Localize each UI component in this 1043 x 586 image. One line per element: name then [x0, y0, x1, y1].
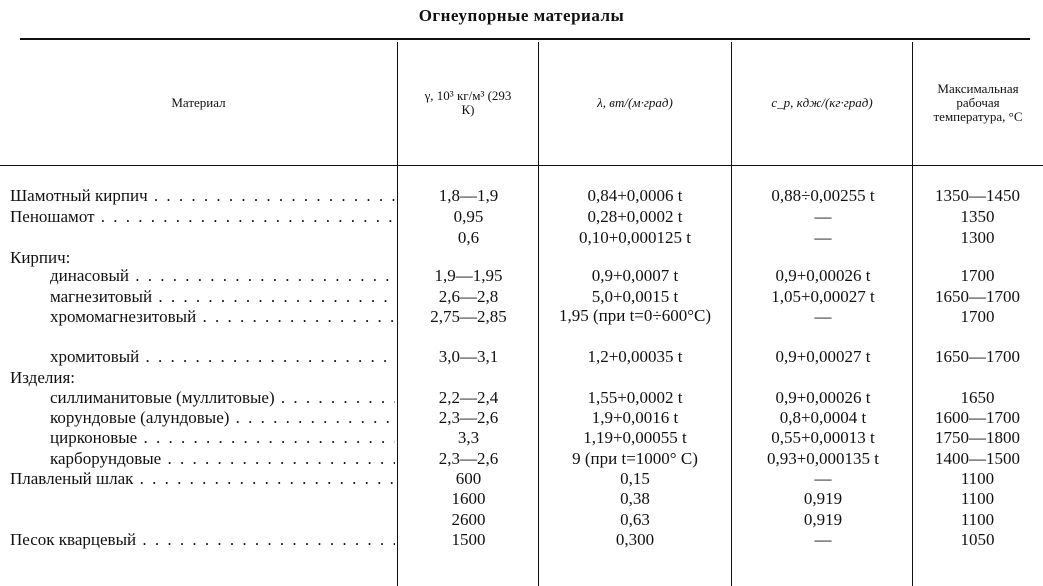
cell-heat-capacity: — — [814, 469, 832, 488]
table-row — [0, 307, 1043, 327]
cell-material: Кирпич: — [10, 248, 71, 267]
cell-conductivity: 1,95 (при t=0÷600°C) — [558, 306, 712, 325]
cell-material — [10, 228, 395, 248]
cell-max-temp: 1300 — [960, 228, 995, 247]
cell-conductivity: 1,2+0,00035 t — [587, 347, 683, 366]
cell-density: 2,3—2,6 — [438, 449, 499, 468]
header-material: Материал — [171, 95, 226, 110]
table-row — [0, 287, 1043, 307]
cell-heat-capacity: — — [814, 530, 832, 549]
cell-conductivity — [540, 248, 730, 268]
table-row — [0, 347, 1043, 367]
cell-material — [10, 510, 395, 530]
table-row — [0, 489, 1043, 509]
top-rule — [20, 38, 1030, 40]
table-title: Огнеупорные материалы — [418, 6, 625, 25]
cell-density: 0,95 — [453, 207, 484, 226]
cell-heat-capacity: — — [814, 207, 832, 226]
cell-conductivity: 9 (при t=1000° C) — [572, 449, 698, 468]
cell-conductivity: 0,9+0,0007 t — [591, 266, 679, 285]
table-row — [0, 248, 1043, 268]
cell-material — [10, 489, 395, 509]
cell-density: 2,75—2,85 — [430, 307, 507, 326]
cell-density: 3,0—3,1 — [438, 347, 499, 366]
table-row — [0, 469, 1043, 489]
cell-material: Пеношамот . . . — [10, 207, 395, 227]
table-row — [0, 388, 1043, 408]
cell-heat-capacity: — — [814, 228, 832, 247]
cell-max-temp: 1350—1450 — [935, 186, 1020, 205]
cell-conductivity: 0,63 — [620, 510, 650, 529]
table-row — [0, 510, 1043, 530]
cell-heat-capacity: 0,9+0,00026 t — [775, 388, 871, 407]
cell-density: 2,6—2,8 — [438, 287, 499, 306]
cell-material: карборундовые . . . — [50, 449, 395, 469]
header-heat-capacity: c_p, кдж/(кг·град) — [771, 95, 873, 110]
header-rule — [0, 165, 1043, 166]
cell-material: Шамотный кирпич . . . — [10, 186, 395, 206]
cell-conductivity: 5,0+0,0015 t — [591, 287, 679, 306]
cell-density: 1500 — [451, 530, 486, 549]
cell-max-temp: 1100 — [960, 489, 995, 508]
cell-density: 1,8—1,9 — [438, 186, 499, 205]
cell-heat-capacity: 0,9+0,00027 t — [775, 347, 871, 366]
cell-heat-capacity: 0,919 — [803, 510, 843, 529]
table-row — [0, 368, 1043, 388]
cell-max-temp: 1650—1700 — [935, 287, 1020, 306]
cell-density: 1600 — [451, 489, 486, 508]
cell-heat-capacity: 0,88÷0,00255 t — [771, 186, 875, 205]
cell-conductivity: 0,15 — [620, 469, 650, 488]
cell-density: 1,9—1,95 — [434, 266, 503, 285]
header-max-temp: Максимальная рабочая температура, °С — [933, 81, 1023, 124]
cell-heat-capacity: 0,919 — [803, 489, 843, 508]
cell-density: 600 — [455, 469, 482, 488]
cell-max-temp: 1700 — [960, 307, 995, 326]
cell-density: 2,3—2,6 — [438, 408, 499, 427]
cell-max-temp: 1750—1800 — [935, 428, 1020, 447]
cell-conductivity: 0,38 — [620, 489, 650, 508]
table-row — [0, 207, 1043, 227]
cell-heat-capacity: 0,93+0,000135 t — [766, 449, 880, 468]
cell-conductivity: 0,10+0,000125 t — [578, 228, 692, 247]
cell-heat-capacity — [734, 248, 912, 268]
cell-density: 0,6 — [457, 228, 480, 247]
cell-max-temp: 1650—1700 — [935, 347, 1020, 366]
cell-density — [400, 368, 537, 388]
cell-material: Плавленый шлак . . . — [10, 469, 395, 489]
cell-max-temp: 1350 — [960, 207, 995, 226]
cell-heat-capacity: 0,9+0,00026 t — [775, 266, 871, 285]
cell-conductivity: 1,9+0,0016 t — [591, 408, 679, 427]
cell-conductivity: 1,19+0,00055 t — [583, 428, 687, 447]
cell-density — [400, 248, 537, 268]
cell-max-temp: 1050 — [960, 530, 995, 549]
header-conductivity: λ, вт/(м·град) — [597, 95, 673, 110]
cell-heat-capacity: 0,55+0,00013 t — [771, 428, 875, 447]
cell-material: цирконовые . . . — [50, 428, 395, 448]
cell-heat-capacity: 0,8+0,0004 t — [779, 408, 867, 427]
table-row — [0, 530, 1043, 550]
cell-material: хромомагнезитовый . . . — [50, 307, 395, 327]
cell-density: 2600 — [451, 510, 486, 529]
cell-material: хромитовый . . . — [50, 347, 395, 367]
table-row — [0, 228, 1043, 248]
cell-max-temp: 1100 — [960, 510, 995, 529]
cell-heat-capacity: 1,05+0,00027 t — [771, 287, 875, 306]
cell-material: Изделия: — [10, 368, 76, 387]
table-row — [0, 408, 1043, 428]
cell-max-temp — [915, 368, 1040, 388]
cell-conductivity: 0,84+0,0006 t — [587, 186, 683, 205]
cell-max-temp: 1700 — [960, 266, 995, 285]
table-row — [0, 186, 1043, 206]
cell-conductivity: 0,28+0,0002 t — [587, 207, 683, 226]
cell-material: силлиманитовые (муллитовые) . . . — [50, 388, 395, 408]
cell-density: 3,3 — [457, 428, 480, 447]
cell-max-temp: 1400—1500 — [935, 449, 1020, 468]
cell-material: Песок кварцевый . . . — [10, 530, 395, 550]
table-row — [0, 449, 1043, 469]
table-row — [0, 428, 1043, 448]
cell-max-temp: 1100 — [960, 469, 995, 488]
cell-max-temp: 1600—1700 — [935, 408, 1020, 427]
cell-heat-capacity: — — [814, 307, 832, 326]
cell-heat-capacity — [734, 368, 912, 388]
cell-conductivity: 1,55+0,0002 t — [587, 388, 683, 407]
cell-conductivity: 0,300 — [615, 530, 655, 549]
cell-max-temp: 1650 — [960, 388, 995, 407]
cell-max-temp — [915, 248, 1040, 268]
cell-material: динасовый . . . — [50, 266, 395, 286]
table-row — [0, 266, 1043, 286]
cell-material: корундовые (алундовые) . . . — [50, 408, 395, 428]
cell-material: магнезитовый . . . — [50, 287, 395, 307]
cell-conductivity — [540, 368, 730, 388]
cell-density: 2,2—2,4 — [438, 388, 499, 407]
header-density: γ, 10³ кг/м³ (293 К) — [424, 88, 512, 117]
